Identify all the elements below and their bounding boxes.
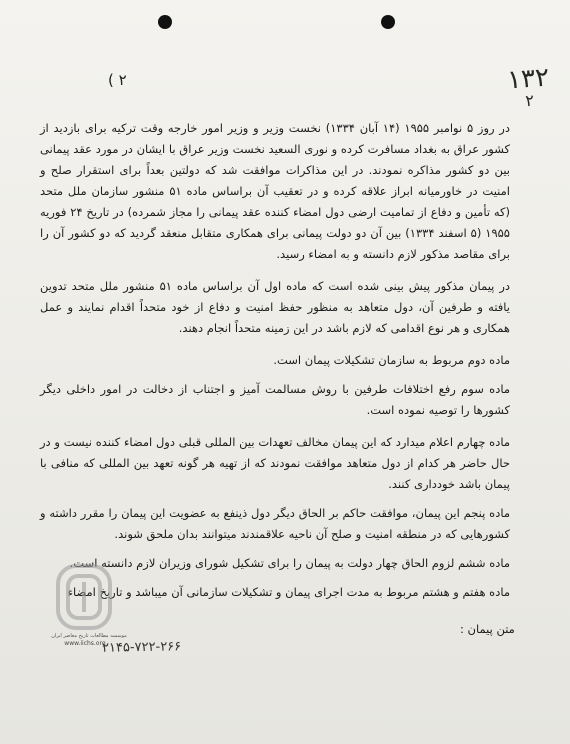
handwritten-folio-sub: ۲ [524,90,535,111]
punch-hole-right [381,15,395,29]
paragraph-article-4: ماده چهارم اعلام میدارد که این پیمان مخالف تعهدات بین المللی قبلی دول امضاء کننده نیست و در حال حاضر هر کدام از دول متعاهد موافقت نمودند که از تهیه هر گونه تعهد بین المللی که منافی با پیمان باشد خودداری کنند. [40,435,510,491]
page-number-value: ۲ [118,71,127,89]
punch-hole-left [158,15,172,29]
watermark-caption: موسسه مطالعات تاریخ معاصر ایران [51,633,127,639]
paragraph-article-3: ماده سوم رفع اختلافات طرفین با روش مسالمت آمیز و اجتناب از دخالت در امور داخلی دیگر کشورها را توصیه نموده است. [40,382,510,417]
document-body [40,118,510,611]
paragraph-article-6: ماده ششم لزوم الحاق چهار دولت به پیمان را برای تشکیل شورای وزیران لازم دانسته است. [69,556,510,570]
paragraph-article-7-8: ماده هفتم و هشتم مربوط به مدت اجرای پیمان و تشکیلات سازمانی آن میباشد و تاریخ امضاء [67,585,510,599]
handwritten-folio-main: ۱۳۲ [506,62,551,96]
document-code: ۲۱۴۵-۷۲۲-۲۶۶ [101,639,182,656]
paragraph-article-1: در پیمان مذکور پیش بینی شده است که ماده اول آن براساس ماده ۵۱ منشور ملل متحد تدوین یافته و طرفین آن، دول متعاهد به منظور حفظ امنیت و دفاع از خود متحداً اقدام نمایند و عمل همکاری و هر نوع اقدامی که لازم باشد در این زمینه متحداً انجام دهند. [40,279,510,335]
watermark-url: www.iichs.org [64,640,106,647]
paragraph-article-2: ماده دوم مربوط به سازمان تشکیلات پیمان است. [273,353,510,367]
page-number: ( ۲ [108,71,127,89]
archive-logo-watermark [52,560,116,634]
handwritten-folio-number [506,62,552,114]
paragraph-article-5: ماده پنجم این پیمان، موافقت حاکم بر الحاق دیگر دول ذینفع به عضویت این پیمان را مقرر داشته و کشورهایی که در منطقه امنیت و صلح آن ناحیه علاقمندند میتوانند بدان ملحق شوند. [40,506,510,541]
treaty-text-label: متن پیمان : [460,622,515,636]
paragraph-intro: در روز ۵ نوامبر ۱۹۵۵ (۱۴ آبان ۱۳۳۴) نخست وزیر و وزیر امور خارجه وقت ترکیه برای بازدید از کشور عراق به بغداد مسافرت کرده و نوری السعید نخست وزیر عراق با ایشان در مورد عقد پیمانی بین دو کشور مذاکره نمودند. در این مذاکرات موافقت شد که دولتین بعداً برای استقرار صلح و امنیت در خاورمیانه ابراز علاقه کرده و در تعقیب آن براساس ماده ۵۱ منشور سازمان ملل متحد (که تأمین و دفاع از تمامیت ارضی دول امضاء کننده عقد پیمانی را مجاز شمرده) در تاریخ ۲۴ فوریه ۱۹۵۵ (۵ اسفند ۱۳۳۴) بین آن دو دولت پیمانی برای همکاری متقابل منعقد گردید که دو کشور آن را برای مقاصد مذکور لازم دانسته و به امضاء رسید. [40,121,510,261]
